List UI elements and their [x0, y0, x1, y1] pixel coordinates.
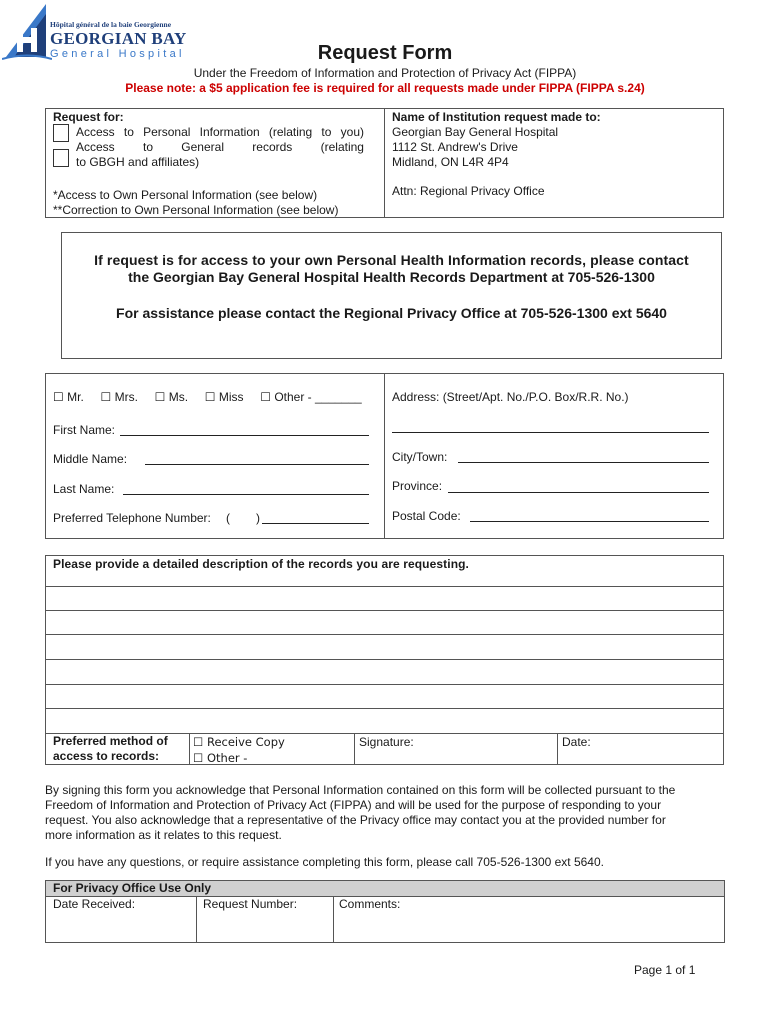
- logo-name-line1: GEORGIAN BAY: [50, 29, 187, 48]
- office-divider: [333, 896, 334, 943]
- title-ms: Ms.: [168, 390, 189, 404]
- city-label: City/Town:: [392, 450, 448, 464]
- option-access-general-line2: to GBGH and affiliates): [76, 155, 200, 169]
- option-access-general-line1: [76, 140, 364, 155]
- phone-label: Preferred Telephone Number:: [53, 511, 211, 525]
- consent-line4: more information as it relates to this request.: [45, 828, 282, 842]
- option-word: to: [142, 140, 153, 154]
- date-divider: [557, 733, 558, 765]
- phone-area-open: (: [226, 511, 230, 525]
- description-label: Please provide a detailed description of the records you are requesting.: [53, 557, 469, 571]
- date-label: Date:: [562, 735, 591, 749]
- page-number: Page 1 of 1: [634, 963, 696, 977]
- institution-attn: Attn: Regional Privacy Office: [392, 184, 545, 198]
- notice-line2: the Georgian Bay General Hospital Health Records Department at 705-526-1300: [128, 269, 655, 285]
- other-method-option[interactable]: ☐ Other -: [193, 751, 248, 765]
- office-use-header: For Privacy Office Use Only: [53, 881, 212, 895]
- fee-note: Please note: a $5 application fee is required for all requests made under FIPPA (FIPPA s.24): [125, 81, 645, 95]
- institution-name: Georgian Bay General Hospital: [392, 125, 559, 139]
- description-line[interactable]: [45, 610, 724, 611]
- middle-name-label: Middle Name:: [53, 452, 128, 466]
- signature-divider: [354, 733, 355, 765]
- checkbox-icon[interactable]: ☐: [154, 390, 166, 404]
- notice-line1: If request is for access to your own Personal Health Information records, please contact: [94, 252, 689, 268]
- method-label-line2: access to records:: [53, 749, 160, 763]
- note-access-own: *Access to Own Personal Information (see below): [53, 188, 318, 202]
- signature-label: Signature:: [359, 735, 414, 749]
- description-line[interactable]: [45, 586, 724, 587]
- option-word: (relating: [320, 140, 364, 154]
- logo-name-line2: General Hospital: [50, 48, 185, 60]
- title-mr: Mr.: [67, 390, 84, 404]
- address-label: Address: (Street/Apt. No./P.O. Box/R.R. No.): [392, 390, 629, 404]
- option-access-personal: Access to Personal Information (relating to you): [76, 125, 364, 139]
- last-name-field[interactable]: [123, 494, 369, 495]
- institution-label: Name of Institution request made to:: [392, 110, 601, 124]
- access-personal-checkbox[interactable]: [53, 124, 69, 142]
- comments-label: Comments:: [339, 897, 401, 911]
- last-name-label: Last Name:: [53, 482, 115, 496]
- middle-name-field[interactable]: [145, 464, 369, 465]
- first-name-field[interactable]: [120, 435, 369, 436]
- option-word: General: [181, 140, 224, 154]
- access-general-checkbox[interactable]: [53, 149, 69, 167]
- phone-field[interactable]: [262, 523, 369, 524]
- postal-code-field[interactable]: [470, 521, 709, 522]
- request-number-label: Request Number:: [203, 897, 298, 911]
- office-divider: [196, 896, 197, 943]
- phone-area-close: ): [256, 511, 260, 525]
- address-field[interactable]: [392, 432, 709, 433]
- institution-city: Midland, ON L4R 4P4: [392, 155, 509, 169]
- first-name-label: First Name:: [53, 423, 116, 437]
- consent-line3: request. You also acknowledge that a representative of the Privacy office may contact you at the provided number for: [45, 813, 666, 827]
- checkbox-icon[interactable]: ☐: [204, 390, 216, 404]
- description-line[interactable]: [45, 659, 724, 660]
- checkbox-icon[interactable]: ☐: [100, 390, 112, 404]
- request-for-label: Request for:: [53, 110, 124, 124]
- description-line[interactable]: [45, 684, 724, 685]
- consent-line1: By signing this form you acknowledge that Personal Information contained on this form will be collected pursuant to the: [45, 783, 676, 797]
- request-divider: [384, 108, 385, 218]
- city-field[interactable]: [458, 462, 709, 463]
- description-line[interactable]: [45, 634, 724, 635]
- title-options: [53, 390, 362, 405]
- title-mrs: Mrs.: [114, 390, 138, 404]
- option-word: records: [252, 140, 293, 154]
- receive-copy-option[interactable]: ☐ Receive Copy: [193, 735, 285, 749]
- consent-line2: Freedom of Information and Protection of Privacy Act (FIPPA) and will be used for the purpose of responding to your: [45, 798, 662, 812]
- fippa-subtitle: Under the Freedom of Information and Protection of Privacy Act (FIPPA): [193, 66, 577, 80]
- title-miss: Miss: [218, 390, 244, 404]
- method-label-line1: Preferred method of: [53, 734, 168, 748]
- title-other: Other - _______: [274, 390, 362, 404]
- page-title: Request Form: [317, 42, 453, 64]
- description-line[interactable]: [45, 708, 724, 709]
- checkbox-icon[interactable]: ☐: [260, 390, 271, 404]
- checkbox-icon[interactable]: ☐: [53, 390, 64, 404]
- province-field[interactable]: [448, 492, 709, 493]
- questions-note: If you have any questions, or require assistance completing this form, please call 705-526-1300 ext 5640.: [45, 855, 604, 869]
- postal-code-label: Postal Code:: [392, 509, 461, 523]
- option-word: Access: [76, 140, 115, 154]
- province-label: Province:: [392, 479, 443, 493]
- personal-info-divider: [384, 373, 385, 539]
- note-correction-own: **Correction to Own Personal Information (see below): [53, 203, 339, 217]
- notice-line3: For assistance please contact the Regional Privacy Office at 705-526-1300 ext 5640: [116, 305, 667, 321]
- institution-street: 1112 St. Andrew's Drive: [392, 140, 518, 154]
- logo-french-name: Hôpital général de la baie Georgienne: [50, 20, 172, 29]
- method-divider: [189, 733, 190, 765]
- date-received-label: Date Received:: [53, 897, 136, 911]
